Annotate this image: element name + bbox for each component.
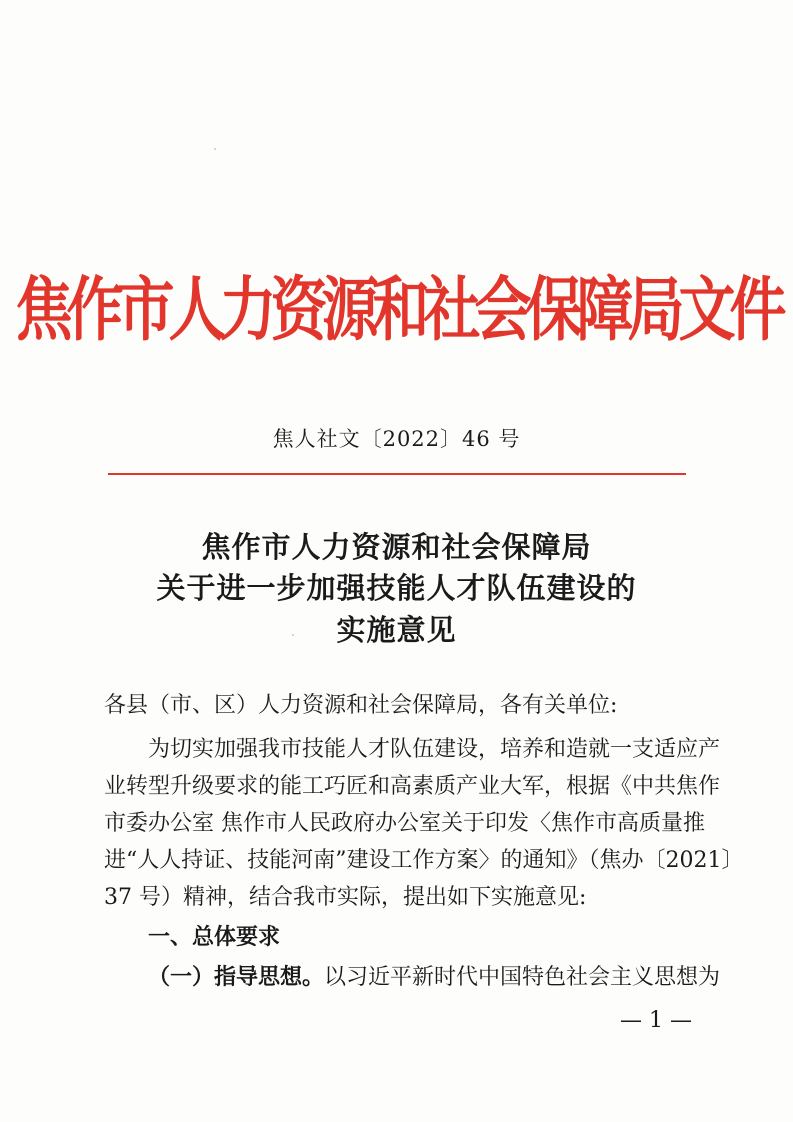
- paragraph-line-5: 37 号）精神，结合我市实际，提出如下实施意见:: [104, 885, 587, 910]
- section-heading: 一、总体要求: [148, 925, 281, 950]
- paragraph-line-2: 业转型升级要求的能工巧匠和高素质产业大军，根据《中共焦作: [104, 774, 721, 799]
- subsection-text: 以习近平新时代中国特色社会主义思想为: [324, 965, 721, 990]
- intro-paragraph: [104, 732, 744, 917]
- addressee-line: 各县（市、区）人力资源和社会保障局，各有关单位:: [104, 693, 618, 718]
- paragraph-line-3: 市委办公室 焦作市人民政府办公室关于印发〈焦作市高质量推: [104, 811, 705, 836]
- document-title-line-3: 实施意见: [336, 613, 457, 647]
- scan-speck: [292, 634, 294, 636]
- scan-speck: [214, 148, 216, 150]
- document-title-line-1: 焦作市人力资源和社会保障局: [201, 530, 592, 564]
- paragraph-line-4: 进“人人持证、技能河南”建设工作方案〉的通知》（焦办〔2021〕: [104, 848, 744, 873]
- issuing-authority-header: 焦作市人力资源和社会保障局文件: [15, 268, 781, 351]
- document-number: 焦人社文〔2022〕46 号: [272, 427, 521, 451]
- subsection-line: [148, 960, 720, 991]
- page-number: — 1 —: [620, 1008, 692, 1033]
- red-separator-line: [108, 473, 686, 475]
- subsection-label: （一）指导思想。: [148, 965, 325, 990]
- document-title-line-2: 关于进一步加强技能人才队伍建设的: [156, 571, 637, 605]
- paragraph-line-1: 为切实加强我市技能人才队伍建设，培养和造就一支适应产: [148, 737, 721, 762]
